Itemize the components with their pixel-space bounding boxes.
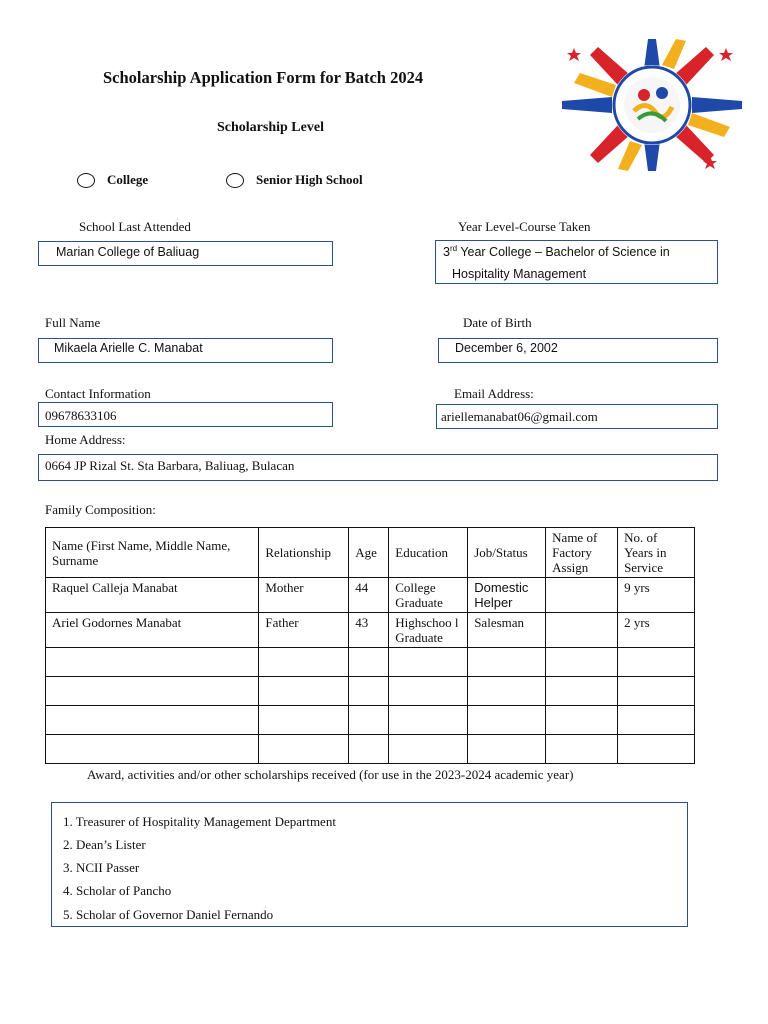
school-label: School Last Attended — [79, 219, 191, 234]
table-cell: 2 yrs — [618, 613, 695, 648]
table-cell — [349, 706, 389, 735]
table-cell — [618, 677, 695, 706]
contact-value: 09678633106 — [45, 408, 117, 423]
table-cell — [389, 735, 468, 764]
table-row — [46, 677, 695, 706]
table-cell — [259, 735, 349, 764]
table-cell — [468, 706, 546, 735]
sk-logo — [560, 38, 745, 173]
table-row — [46, 648, 695, 677]
full-name-field[interactable] — [38, 338, 333, 363]
header-job-status: Job/Status — [468, 528, 546, 578]
award-item: 4. Scholar of Pancho — [63, 883, 172, 898]
year-suffix: rd — [449, 244, 458, 253]
home-address-label: Home Address: — [45, 432, 126, 447]
table-row — [46, 735, 695, 764]
table-cell — [468, 648, 546, 677]
table-row — [46, 706, 695, 735]
table-cell — [46, 677, 259, 706]
award-item: 5. Scholar of Governor Daniel Fernando — [63, 907, 274, 922]
table-cell — [468, 677, 546, 706]
table-cell — [259, 677, 349, 706]
table-cell — [349, 735, 389, 764]
table-row — [46, 613, 695, 648]
table-cell — [389, 706, 468, 735]
table-cell — [259, 706, 349, 735]
award-item: 1. Treasurer of Hospitality Management Department — [63, 814, 336, 829]
table-cell — [546, 613, 618, 648]
header-years-service: No. of Years in Service — [618, 528, 695, 578]
year-number: 3 — [443, 245, 450, 260]
table-cell — [46, 706, 259, 735]
senior-high-option-label: Senior High School — [256, 172, 363, 187]
family-composition-label: Family Composition: — [45, 502, 156, 517]
table-cell — [468, 735, 546, 764]
table-cell: Raquel Calleja Manabat — [46, 578, 259, 613]
table-cell: Father — [259, 613, 349, 648]
scholarship-level-heading: Scholarship Level — [217, 120, 324, 135]
header-education: Education — [389, 528, 468, 578]
header-age: Age — [349, 528, 389, 578]
college-option-label: College — [107, 172, 149, 187]
family-table-header — [46, 528, 695, 578]
year-level-label: Year Level-Course Taken — [458, 219, 591, 234]
email-label: Email Address: — [454, 386, 534, 401]
header-factory: Name of Factory Assign — [546, 528, 618, 578]
header-name: Name (First Name, Middle Name, Surname — [46, 528, 259, 578]
full-name-label: Full Name — [45, 315, 101, 330]
home-address-field[interactable] — [38, 454, 718, 481]
table-cell — [546, 735, 618, 764]
dob-value: December 6, 2002 — [455, 341, 558, 355]
dob-field[interactable] — [438, 338, 718, 363]
table-cell — [259, 648, 349, 677]
table-cell: 44 — [349, 578, 389, 613]
award-item: 3. NCII Passer — [63, 860, 140, 875]
year-level-field[interactable] — [435, 240, 718, 284]
table-row — [46, 578, 695, 613]
table-cell: Mother — [259, 578, 349, 613]
year-level-value-line1 — [443, 244, 670, 259]
table-cell — [618, 706, 695, 735]
table-cell — [546, 677, 618, 706]
college-radio[interactable] — [77, 173, 95, 188]
year-level-value-line2: Hospitality Management — [452, 267, 587, 281]
home-address-value: 0664 JP Rizal St. Sta Barbara, Baliuag, Bulacan — [45, 458, 295, 473]
award-item: 2. Dean’s Lister — [63, 837, 146, 852]
table-cell — [46, 735, 259, 764]
table-cell — [546, 648, 618, 677]
header-relationship: Relationship — [259, 528, 349, 578]
table-cell: 9 yrs — [618, 578, 695, 613]
table-cell: Highschoo l Graduate — [389, 613, 468, 648]
table-cell — [546, 706, 618, 735]
table-cell: College Graduate — [389, 578, 468, 613]
table-cell — [389, 648, 468, 677]
email-value: ariellemanabat06@gmail.com — [441, 409, 598, 424]
contact-label: Contact Information — [45, 386, 151, 401]
table-cell: Salesman — [468, 613, 546, 648]
email-field[interactable] — [436, 404, 718, 429]
awards-label: Award, activities and/or other scholarships received (for use in the 2023-2024 academic year) — [87, 767, 574, 782]
table-cell — [349, 677, 389, 706]
table-cell — [46, 648, 259, 677]
table-cell: Domestic Helper — [468, 578, 546, 613]
table-cell — [618, 648, 695, 677]
full-name-value: Mikaela Arielle C. Manabat — [54, 341, 203, 355]
dob-label: Date of Birth — [463, 315, 532, 330]
table-cell — [389, 677, 468, 706]
contact-field[interactable] — [38, 402, 333, 427]
table-cell: 43 — [349, 613, 389, 648]
school-field[interactable] — [38, 241, 333, 266]
family-table — [45, 527, 695, 764]
table-cell — [349, 648, 389, 677]
table-cell — [546, 578, 618, 613]
form-title: Scholarship Application Form for Batch 2024 — [103, 68, 424, 87]
senior-high-radio[interactable] — [226, 173, 244, 188]
table-cell: Ariel Godornes Manabat — [46, 613, 259, 648]
school-value: Marian College of Baliuag — [56, 245, 200, 259]
year-course-text: Year College – Bachelor of Science in — [457, 245, 670, 260]
table-cell — [618, 735, 695, 764]
